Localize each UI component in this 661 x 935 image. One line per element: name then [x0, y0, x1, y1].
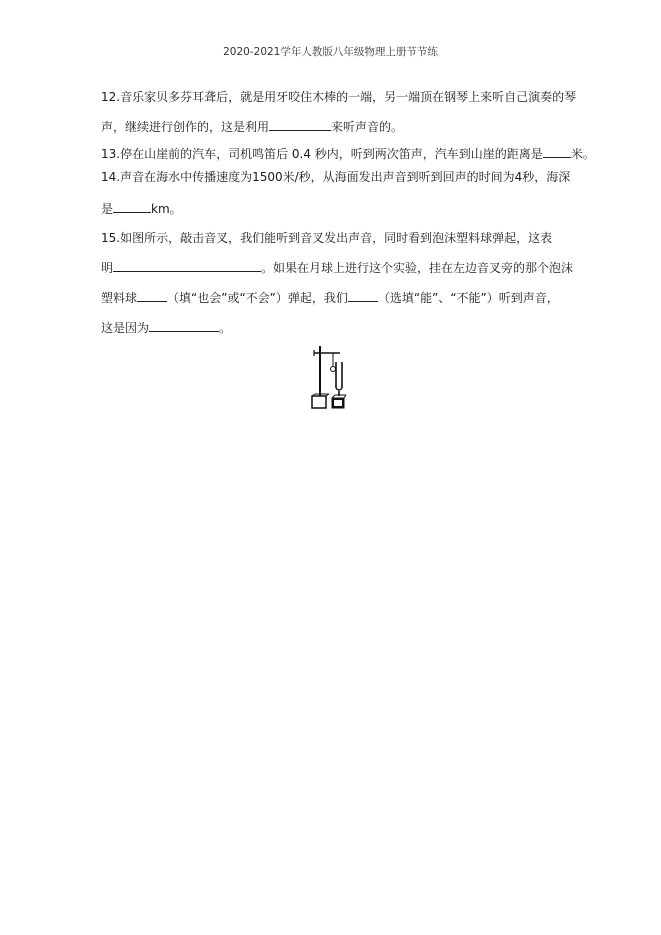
question-12-line-1: 12.音乐家贝多芬耳聋后，就是用牙咬住木棒的一端，另一端顶在钢琴上来听自己演奏的琴 [101, 90, 577, 104]
question-15-text-before-blank-4: 这是因为 [101, 321, 150, 335]
question-12-text-before-blank: 声，继续进行创作的，这是利用 [101, 120, 270, 134]
question-15-text-after-blank-3: （选填“能”、“不能”）听到声音， [377, 291, 559, 305]
question-14-text-before-blank: 是 [101, 202, 114, 216]
question-15-text-after-blank-4: 。 [219, 321, 232, 335]
question-12-answer-blank[interactable] [269, 118, 331, 131]
question-15-line-3 [101, 289, 559, 306]
question-15-text-before-blank-2: 塑料球 [101, 291, 138, 305]
question-15-answer-blank-3[interactable] [348, 289, 378, 302]
tuning-fork-figure [306, 344, 356, 414]
question-15-text-between-blanks: （填“也会”或“不会”）弹起，我们 [167, 291, 348, 305]
question-13-text-before-blank: 13.停在山崖前的汽车，司机鸣笛后 0.4 秒内，听到两次笛声，汽车到山崖的距离是 [101, 147, 543, 161]
question-15-line-1: 15.如图所示，敲击音叉，我们能听到音叉发出声音，同时看到泡沫塑料球弹起，这表 [101, 231, 553, 245]
question-15-line-4 [101, 319, 231, 336]
question-13-line [101, 145, 595, 162]
question-15-text-before-blank-1: 明 [101, 261, 114, 275]
question-15-line-2 [101, 259, 573, 276]
question-15-answer-blank-1[interactable] [113, 259, 261, 272]
question-13-answer-blank[interactable] [543, 145, 571, 158]
question-14-line-1: 14.声音在海水中传播速度为1500米/秒，从海面发出声音到听到回声的时间为4秒，海深 [101, 170, 571, 184]
question-12-line-2 [101, 118, 403, 135]
question-14-line-2 [101, 200, 182, 217]
question-15-text-after-blank-1: 。如果在月球上进行这个实验，挂在左边音叉旁的那个泡沫 [261, 261, 574, 275]
page-header: 2020-2021学年人教版八年级物理上册节节练 [223, 46, 438, 58]
question-13-text-after-blank: 米。 [570, 147, 595, 161]
question-14-answer-blank[interactable] [113, 200, 151, 213]
tuning-fork-apparatus-icon [306, 344, 356, 414]
question-15-answer-blank-4[interactable] [149, 319, 219, 332]
question-12-text-after-blank: 来听声音的。 [331, 120, 404, 134]
question-14-text-after-blank: km。 [151, 202, 182, 216]
question-15-answer-blank-2[interactable] [137, 289, 167, 302]
